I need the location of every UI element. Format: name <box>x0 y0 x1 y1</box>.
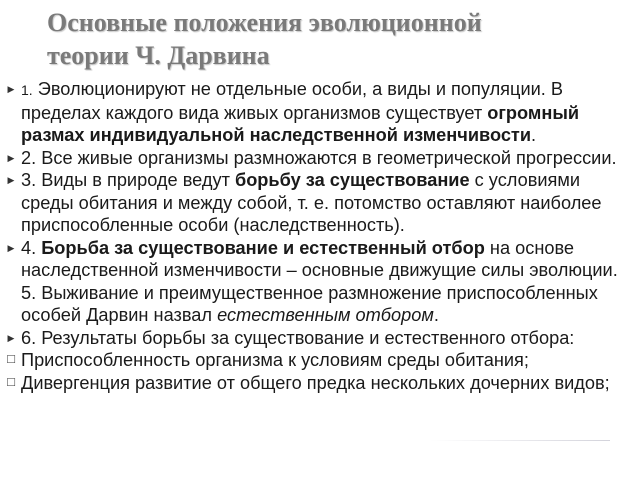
list-item <box>0 78 632 147</box>
item-text: Дивергенция развитие от общего предка нескольких дочерних видов; <box>21 372 610 393</box>
item-text: 1. <box>21 82 33 98</box>
list-item <box>0 147 632 170</box>
item-text: Приспособленность организма к условиям среды обитания; <box>21 350 529 370</box>
bullet-list <box>0 78 632 394</box>
bold-text: борьбу за существование <box>234 170 470 190</box>
square-bullet-icon: □ <box>7 373 15 389</box>
item-text: Эволюционируют не отдельные особи, а виды и популяции. В пределах каждого вида живых организмов существует <box>21 79 564 123</box>
bold-text: огромный размах индивидуальной наследственной изменчивости <box>21 102 580 145</box>
item-text: 4. <box>21 237 42 258</box>
triangle-right-icon: ▶ <box>7 175 15 185</box>
item-text: . <box>531 125 537 145</box>
triangle-right-icon: ▶ <box>7 84 15 94</box>
square-bullet-icon: □ <box>7 351 15 366</box>
italic-text: естественным отбором <box>217 305 434 325</box>
item-text: 6. Результаты борьбы за существование и естественного отбора: <box>21 327 575 348</box>
slide-title <box>47 6 482 72</box>
triangle-right-icon: ▶ <box>7 242 15 253</box>
list-item <box>0 372 632 395</box>
item-text: 3. Виды в природе ведут <box>21 170 235 190</box>
triangle-right-icon: ▶ <box>7 152 15 163</box>
item-text: . <box>433 305 439 325</box>
title-line-1: Основные положения эволюционной <box>47 8 482 37</box>
list-item <box>0 349 632 372</box>
list-item <box>0 237 632 327</box>
triangle-right-icon: ▶ <box>7 332 15 343</box>
bold-text: Борьба за существование и естественный отбор <box>41 237 485 258</box>
decorative-divider <box>430 440 610 441</box>
item-text: с условиями среды обитания и между собой, т. е. потомство оставляют наиболее приспособленные особи (наследственность). <box>21 170 602 235</box>
title-line-2: теории Ч. Дарвина <box>47 41 270 70</box>
item-text: 2. Все живые организмы размножаются в геометрической прогрессии. <box>21 147 617 168</box>
list-item <box>0 169 632 237</box>
list-item <box>0 327 632 350</box>
item-text: на основе наследственной изменчивости – основные движущие силы эволюции. 5. Выживание и преимущественное размножение приспособленных особей Дарвин назвал <box>21 237 618 325</box>
